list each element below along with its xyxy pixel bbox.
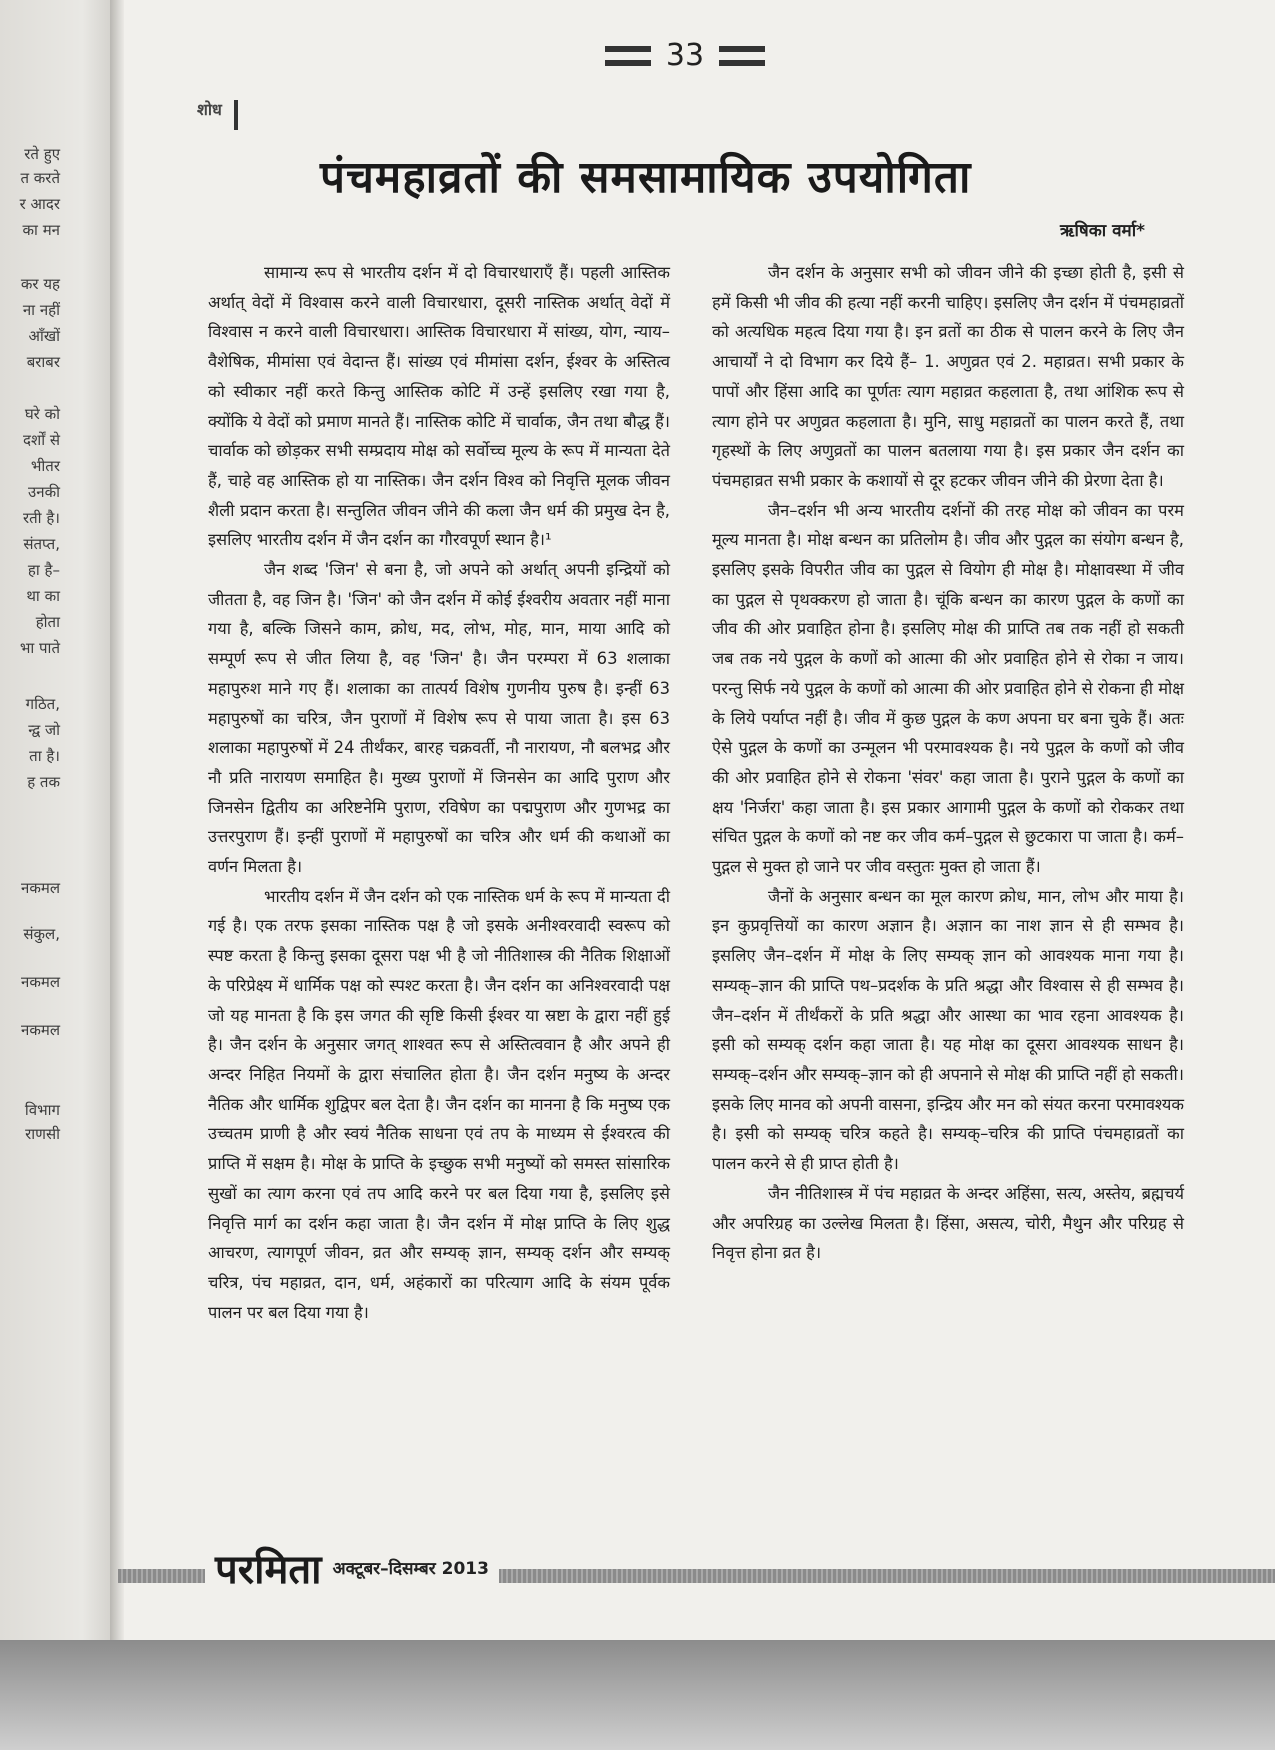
facing-fragment: उनकी (28, 483, 60, 501)
page-number-text: 33 (665, 38, 705, 73)
facing-fragment: ता है। (29, 747, 60, 765)
page-number (605, 32, 765, 82)
footer (205, 1540, 499, 1596)
facing-fragment: संकुल, (23, 925, 60, 943)
facing-fragment: र आदर (19, 195, 60, 213)
facing-fragment: संतप्त, (23, 535, 60, 553)
facing-fragment: ह तक (27, 773, 60, 791)
facing-fragment: न्द्व जो (28, 721, 60, 739)
facing-fragment: था का (26, 587, 60, 605)
magazine-name: परमिता (215, 1546, 322, 1593)
author-name: ऋषिका वर्मा* (1060, 221, 1146, 241)
facing-fragment: विभाग (24, 1101, 60, 1119)
facing-fragment: राणसी (25, 1125, 60, 1143)
left-column (208, 258, 670, 1327)
facing-fragment: होता (35, 613, 60, 631)
scan-shadow (0, 1640, 1275, 1750)
facing-fragment: बराबर (26, 353, 60, 371)
issue-date: अक्टूबर–दिसम्बर 2013 (332, 1559, 489, 1579)
facing-page-edge (0, 0, 118, 1640)
facing-fragment: दर्शों से (23, 431, 60, 449)
paragraph: जैनों के अनुसार बन्धन का मूल कारण क्रोध, मान, लोभ और माया है। इन कुप्रवृत्तियों का कारण अज्ञान है। अज्ञान का नाश ज्ञान से ही सम्भव है। इसलिए जैन–दर्शन में मोक्ष के लिए सम्यक् ज्ञान को आवश्यक माना गया है। सम्यक्–ज्ञान की प्राप्ति पथ–प्रदर्शक के प्रति श्रद्धा और विश्वास से ही सम्भव है। जैन–दर्शन में तीर्थंकरों के प्रति श्रद्धा और आस्था का भाव रहना आवश्यक है। इसी को सम्यक् दर्शन कहा जाता है। यह मोक्ष का दूसरा आवश्यक साधन है। सम्यक्–दर्शन और सम्यक्–ज्ञान को ही अपनाने से मोक्ष की प्राप्ति नहीं हो सकती। इसके लिए मानव को अपनी वासना, इन्द्रिय और मन को संयत करना परमावश्यक है। इसी को सम्यक् चरित्र कहते है। सम्यक्–चरित्र की प्राप्ति पंचमहाव्रतों का पालन करने से ही प्राप्त होती है। (712, 886, 1184, 1174)
facing-fragment: गठित, (25, 695, 60, 713)
facing-fragment: नकमल (21, 973, 60, 991)
facing-fragment: आँखों (28, 327, 60, 345)
paragraph: भारतीय दर्शन में जैन दर्शन को एक नास्तिक धर्म के रूप में मान्यता दी गई है। एक तरफ इसका नास्तिक पक्ष है जो इसके अनीश्वरवादी स्वरूप को स्पष्ट करता है किन्तु इसका दूसरा पक्ष भी है जो नीतिशास्त्र की नैतिक शिक्षाओं के परिप्रेक्ष्य में धार्मिक पक्ष को स्पश्ट करता है। जैन दर्शन का अनिश्वरवादी पक्ष जो यह मानता है कि इस जगत की सृष्टि किसी ईश्वर या स्रष्टा के द्वारा नहीं हुई है। जैन दर्शन के अनुसार जगत् शाश्वत रूप से अस्तित्ववान है और अपने ही अन्दर निहित नियमों के द्वारा संचालित होता है। जैन दर्शन मनुष्य के अन्दर नैतिक और धार्मिक शुद्विपर बल देता है। जैन दर्शन का मानना है कि मनुष्य एक उच्चतम प्राणी है और स्वयं नैतिक साधना एवं तप के माध्यम से ईश्वरत्व की प्राप्ति में सक्षम है। मोक्ष के प्राप्ति के इच्छुक सभी मनुष्यों को समस्त सांसारिक सुखों का त्याग करना एवं तप आदि करने पर बल दिया गया है, इसलिए इसे निवृत्ति मार्ग का दर्शन कहा जाता है। जैन दर्शन में मोक्ष प्राप्ति के लिए शुद्ध आचरण, त्यागपूर्ण जीवन, व्रत और सम्यक् ज्ञान, सम्यक् दर्शन और सम्यक् चरित्र, पंच महाव्रत, दान, धर्म, अहंकारों का परित्याग आदि के संयम पूर्वक पालन पर बल दिया गया है। (208, 886, 670, 1322)
article-title: पंचमहाव्रतों की समसामायिक उपयोगिता (320, 152, 972, 203)
facing-fragment: भीतर (30, 457, 60, 475)
section-label: शोध (197, 100, 238, 130)
facing-fragment: हा है– (27, 561, 60, 579)
facing-fragment: घरे को (24, 405, 60, 423)
ornament-bar-left (605, 46, 651, 52)
facing-fragment: रते हुए (24, 145, 60, 163)
paragraph: जैन नीतिशास्त्र में पंच महाव्रत के अन्दर अहिंसा, सत्य, अस्तेय, ब्रह्मचर्य और अपरिग्रह का उल्लेख मिलता है। हिंसा, असत्य, चोरी, मैथुन और परिग्रह से निवृत्त होना व्रत है। (712, 1183, 1184, 1263)
ornament-bar-left (605, 60, 651, 66)
facing-fragment: नकमल (21, 879, 60, 897)
ornament-bar-right (719, 60, 765, 66)
ornament-bar-right (719, 46, 765, 52)
facing-fragment: रती है। (23, 509, 60, 527)
facing-fragment: नकमल (21, 1021, 60, 1039)
facing-fragment: भा पाते (19, 639, 60, 657)
facing-fragment: कर यह (20, 275, 60, 293)
facing-fragment: का मन (22, 221, 60, 239)
facing-fragment: त करते (20, 169, 60, 187)
paragraph: जैन शब्द 'जिन' से बना है, जो अपने को अर्थात् अपनी इन्द्रियों को जीतता है, वह जिन है। 'जिन' को जैन दर्शन में कोई ईश्वरीय अवतार नहीं माना गया है, बल्कि जिसने काम, क्रोध, मद, लोभ, मोह, मान, माया आदि को सम्पूर्ण रूप से जीत लिया है, वह 'जिन' है। जैन परम्परा में 63 शलाका महापुरुश माने गए हैं। शलाका का तात्पर्य विशेष गुणनीय पुरुष है। इन्हीं 63 महापुरुषों का चरित्र, जैन पुराणों में विशेष रूप से पाया जाता है। इस 63 शलाका महापुरुषों में 24 तीर्थंकर, बारह चक्रवर्ती, नौ नारायण, नौ बलभद्र और नौ प्रति नारायण समाहित है। मुख्य पुराणों में जिनसेन का आदि पुराण और जिनसेन द्वितीय का अरिष्टनेमि पुराण, रविषेण का पद्मपुराण और गुणभद्र का उत्तरपुराण हैं। इन्हीं पुराणों में महापुरुषों का चरित्र और धर्म की कथाओं का वर्णन मिलता है। (208, 560, 670, 877)
paragraph: जैन दर्शन के अनुसार सभी को जीवन जीने की इच्छा होती है, इसी से हमें किसी भी जीव की हत्या नहीं करनी चाहिए। इसलिए जैन दर्शन में पंचमहाव्रतों को अत्यधिक महत्व दिया गया है। इन व्रतों का ठीक से पालन करने के लिए जैन आचार्यों ने दो विभाग कर दिये हैं– 1. अणुव्रत एवं 2. महाव्रत। सभी प्रकार के पापों और हिंसा आदि का पूर्णतः त्याग महाव्रत कहलाता है, तथा आंशिक रूप से त्याग होने पर अणुव्रत कहलाता है। मुनि, साधु महाव्रतों का पालन करते हैं, तथा गृहस्थों के लिए अणुव्रतों का पालन बतलाया गया है। इस प्रकार जैन दर्शन का पंचमहाव्रत सभी प्रकार के कशायों से दूर हटकर जीवन जीने की प्रेरणा देता है। (712, 263, 1184, 490)
paragraph: सामान्य रूप से भारतीय दर्शन में दो विचारधाराएँ हैं। पहली आस्तिक अर्थात् वेदों में विश्वास करने वाली विचारधारा, दूसरी नास्तिक अर्थात् वेदों में विश्वास न करने वाली विचारधारा। आस्तिक विचारधारा में सांख्य, योग, न्याय–वैशेषिक, मीमांसा एवं वेदान्त हैं। सांख्य एवं मीमांसा दर्शन, ईश्वर के अस्तित्व को स्वीकार नहीं करते किन्तु आस्तिक कोटि में उन्हें इसलिए रखा गया है, क्योंकि ये वेदों को प्रमाण मानते हैं। नास्तिक कोटि में चार्वाक, जैन तथा बौद्ध हैं। चार्वाक को छोड़कर सभी सम्प्रदाय मोक्ष को सर्वोच्च मूल्य के रूप में मान्यता देते हैं, चाहे वह आस्तिक हो या नास्तिक। जैन दर्शन विश्व को निवृत्ति मूलक जीवन शैली प्रदान करता है। सन्तुलित जीवन जीने की कला जैन धर्म की प्रमुख देन है, इसलिए भारतीय दर्शन में जैन दर्शन का गौरवपूर्ण स्थान है।¹ (208, 263, 670, 550)
paragraph: जैन–दर्शन भी अन्य भारतीय दर्शनों की तरह मोक्ष को जीवन का परम मूल्य मानता है। मोक्ष बन्धन का प्रतिलोम है। जीव और पुद्गल का संयोग बन्धन है, इसलिए इसके विपरीत जीव का पुद्गल से वियोग ही मोक्ष है। मोक्षावस्था में जीव का पुद्गल से पृथक्करण हो जाता है। चूंकि बन्धन का कारण पुद्गल के कणों का जीव की ओर प्रवाहित होना है। इसलिए मोक्ष की प्राप्ति तब तक नहीं हो सकती जब तक नये पुद्गल के कणों को आत्मा की ओर प्रवाहित होने से रोका न जाय। परन्तु सिर्फ नये पुद्गल के कणों को आत्मा की ओर प्रवाहित होने से रोकना ही मोक्ष के लिये पर्याप्त नहीं है। जीव में कुछ पुद्गल के कण अपना घर बना चुके हैं। अतः ऐसे पुद्गल के कणों का उन्मूलन भी परमावश्यक है। नये पुद्गल के कणों को जीव की ओर प्रवाहित होने से रोकना 'संवर' कहा जाता है। पुराने पुद्गल के कणों का क्षय 'निर्जरा' कहा जाता है। इस प्रकार आगामी पुद्गल के कणों को रोककर तथा संचित पुद्गल के कणों को नष्ट कर जीव कर्म–पुद्गल से छुटकारा पा जाता है। कर्म–पुद्गल से मुक्त हो जाने पर जीव वस्तुतः मुक्त हो जाता हैं। (712, 500, 1184, 877)
facing-fragment: ना नहीं (22, 301, 60, 319)
page-gutter (110, 0, 124, 1640)
right-column (712, 258, 1184, 1268)
